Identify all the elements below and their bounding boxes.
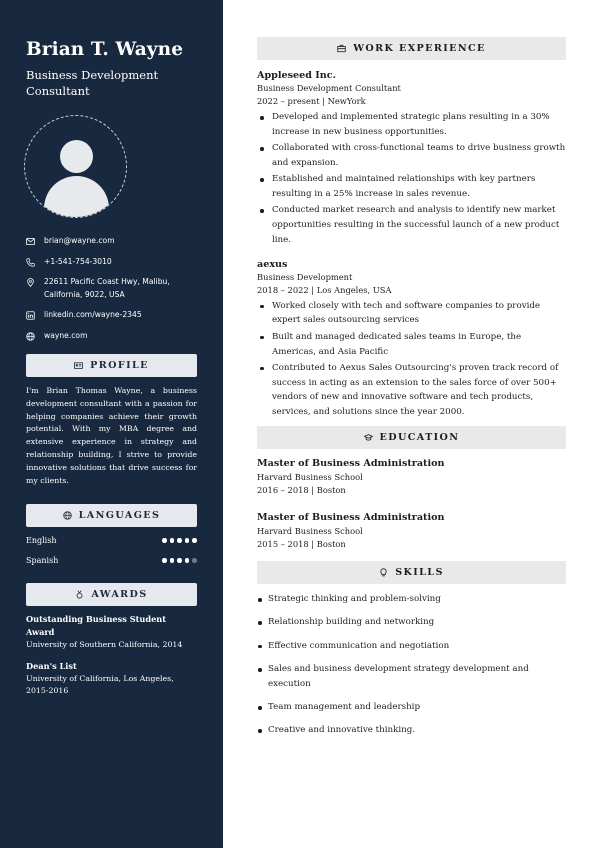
job-dates-location: 2022 – present | NewYork [257, 96, 366, 106]
contact-address [26, 276, 201, 301]
award-title: Dean's List [26, 660, 77, 671]
linkedin-icon [26, 311, 35, 320]
job-bullets [257, 110, 566, 248]
education-heading-text: EDUCATION [379, 432, 460, 444]
education-degree: Master of Business Administration [257, 458, 445, 470]
education-dates-location: 2015 – 2018 | Boston [257, 539, 346, 550]
level-dot-filled [170, 558, 175, 563]
briefcase-icon [337, 44, 346, 53]
contact-linkedin[interactable] [26, 309, 201, 322]
job-dates-location: 2018 – 2022 | Los Angeles, USA [257, 284, 392, 295]
language-item [26, 535, 197, 546]
experience-heading [257, 37, 566, 60]
id-card-icon [74, 361, 83, 370]
skill-item: Sales and business development strategy development and execution [257, 662, 566, 692]
education-entry [257, 511, 566, 551]
contact-list [26, 235, 201, 350]
experience-heading-text: WORK EXPERIENCE [353, 43, 486, 54]
language-level-dots [162, 558, 197, 563]
contact-email[interactable] [26, 235, 201, 248]
skill-item: Strategic thinking and problem-solving [257, 592, 566, 607]
skills-list [257, 592, 566, 738]
award-item [26, 613, 197, 652]
contact-phone[interactable] [26, 256, 201, 269]
job-role: Business Development [257, 271, 353, 282]
job-bullet: Collaborated with cross-functional teams to drive business growth and expansion. [257, 141, 566, 171]
sidebar [0, 0, 223, 848]
avatar-body [44, 176, 109, 218]
contact-phone-text: +1-541-754-3010 [44, 256, 112, 266]
map-pin-icon [26, 278, 35, 287]
job-bullets [257, 299, 566, 420]
languages-heading-text: LANGUAGES [78, 510, 161, 521]
language-name: Spanish [26, 556, 59, 565]
skills-heading [257, 561, 566, 584]
job-company: aexus [257, 258, 288, 270]
education-school: Harvard Business School [257, 472, 363, 483]
skill-item: Creative and innovative thinking. [257, 723, 566, 738]
job-bullet: Conducted market research and analysis to identify new market opportunities resulting in the successful launch of a new product line. [257, 203, 566, 247]
level-dot-filled [192, 538, 197, 543]
skills-heading-text: SKILLS [395, 567, 444, 579]
globe-icon [26, 332, 35, 341]
award-title: Outstanding Business Student Award [26, 614, 167, 637]
awards-heading-text: AWARDS [91, 589, 148, 600]
job-bullet: Contributed to Aexus Sales Outsourcing's proven track record of success in acting as an extension to the sales force of over 500+ vendors of new and innovative software and tech products, services, and solutions since the year 2000. [257, 361, 566, 420]
education-degree: Master of Business Administration [257, 512, 445, 524]
level-dot-filled [177, 558, 182, 563]
languages-heading [26, 504, 197, 527]
language-level-dots [162, 538, 197, 543]
contact-website-text: wayne.com [44, 330, 88, 340]
skill-item: Effective communication and negotiation [257, 639, 566, 654]
skills-section [257, 561, 566, 738]
job-company: Appleseed Inc. [257, 70, 336, 81]
job-entry [257, 258, 566, 420]
avatar-head [60, 140, 93, 173]
level-dot-filled [162, 558, 167, 563]
contact-website[interactable] [26, 330, 201, 343]
languages-section [26, 504, 197, 566]
education-section [257, 426, 566, 551]
contact-address-text: 22611 Pacific Coast Hwy, Malibu, California, 9022, USA [44, 277, 170, 299]
profile-heading-text: PROFILE [90, 360, 149, 371]
lightbulb-icon [379, 568, 388, 577]
graduation-cap-icon [364, 433, 373, 442]
phone-icon [26, 258, 35, 267]
education-heading [257, 426, 566, 449]
candidate-title: Business Development Consultant [26, 68, 159, 98]
awards-heading [26, 583, 197, 606]
contact-email-text: brian@wayne.com [44, 236, 115, 245]
education-school: Harvard Business School [257, 526, 363, 537]
medal-icon [75, 590, 84, 599]
level-dot-filled [170, 538, 175, 543]
award-subtitle: University of California, Los Angeles, 2015-2016 [26, 673, 174, 695]
contact-linkedin-text: linkedin.com/wayne-2345 [44, 310, 142, 319]
language-name: English [26, 536, 57, 545]
experience-section [257, 37, 566, 420]
skill-item: Relationship building and networking [257, 615, 566, 630]
job-bullet: Built and managed dedicated sales teams in Europe, the Americas, and Asia Pacific [257, 330, 566, 360]
candidate-name: Brian T. Wayne [26, 39, 184, 60]
envelope-icon [26, 237, 35, 246]
level-dot-empty [192, 558, 197, 563]
language-item [26, 555, 197, 566]
award-subtitle: University of Southern California, 2014 [26, 640, 183, 649]
education-entry [257, 457, 566, 497]
main-column [257, 37, 566, 747]
profile-heading [26, 354, 197, 377]
skill-item: Team management and leadership [257, 700, 566, 715]
education-dates-location: 2016 – 2018 | Boston [257, 485, 346, 496]
level-dot-filled [185, 558, 190, 563]
job-entry [257, 69, 566, 248]
profile-text: I'm Brian Thomas Wayne, a business development consultant with a passion for helping companies achieve their growth potential. With my MBA degree and extensive experience in strategy and relationship building, I strive to provide innovative solutions that drive success for my clients. [26, 386, 197, 485]
avatar [24, 115, 127, 218]
job-role: Business Development Consultant [257, 83, 401, 93]
level-dot-filled [162, 538, 167, 543]
level-dot-filled [177, 538, 182, 543]
award-item [26, 660, 197, 698]
job-bullet: Worked closely with tech and software companies to provide expert sales outsourcing services [257, 299, 566, 329]
awards-section [26, 583, 197, 698]
level-dot-filled [185, 538, 190, 543]
globe-icon [63, 511, 72, 520]
profile-section [26, 354, 197, 487]
job-bullet: Established and maintained relationships with key partners resulting in a 25% increase in sales revenue. [257, 172, 566, 202]
job-bullet: Developed and implemented strategic plans resulting in a 30% increase in new business opportunities. [257, 110, 566, 140]
